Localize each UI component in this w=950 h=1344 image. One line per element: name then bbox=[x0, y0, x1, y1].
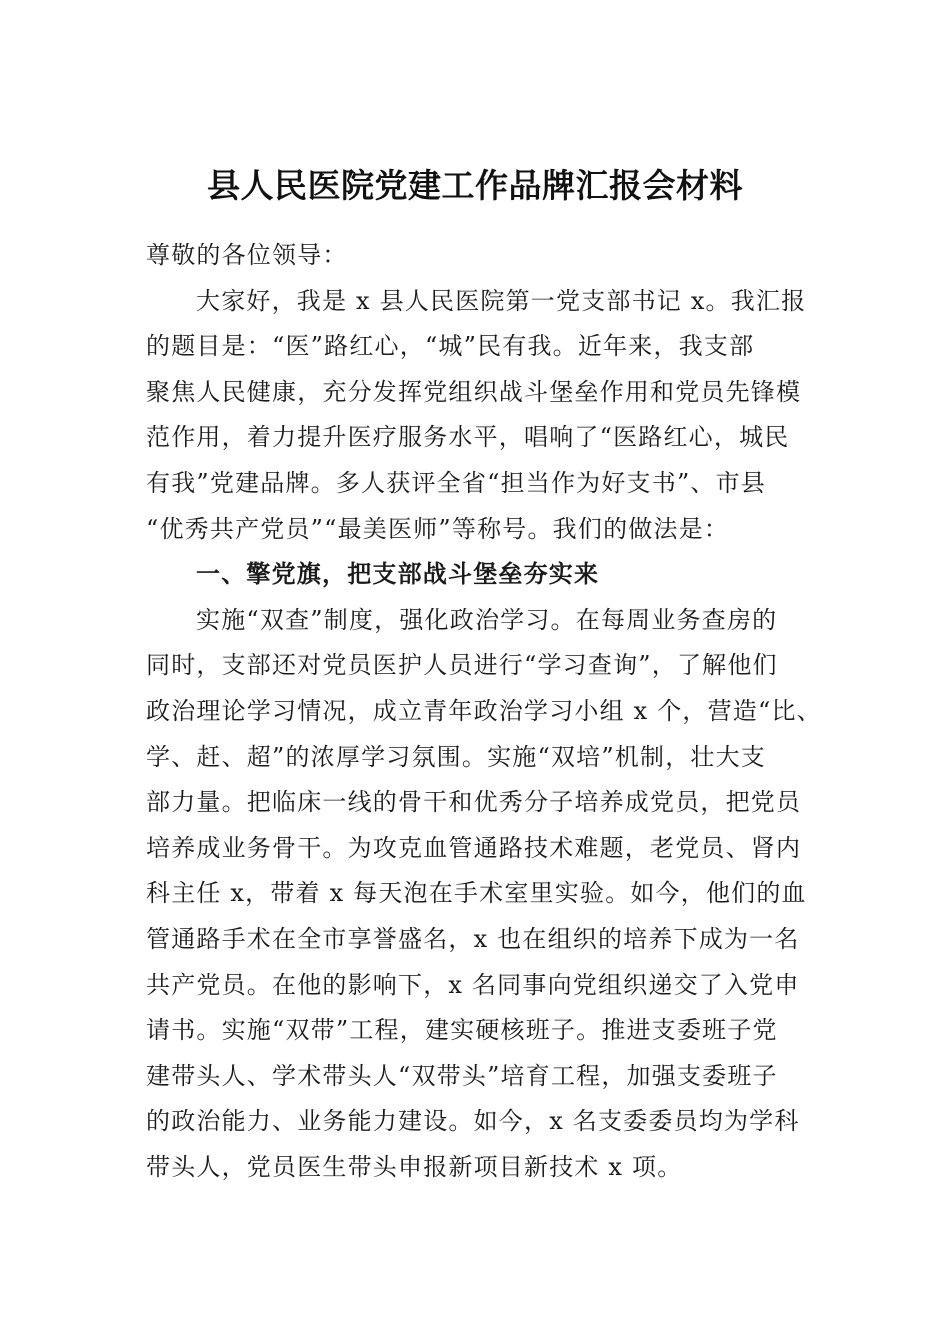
paragraph-line: “优秀共产党员”“最美医师”等称号。我们的做法是： bbox=[146, 514, 730, 543]
paragraph-line: 科主任 x，带着 x 每天泡在手术室里实验。如今，他们的血 bbox=[146, 879, 807, 908]
paragraph-line: 学、赶、超”的浓厚学习氛围。实施“双培”机制，壮大支 bbox=[146, 742, 767, 771]
paragraph-line: 有我”党建品牌。多人获评全省“担当作为好支书”、市县 bbox=[146, 468, 767, 497]
paragraph-line: 的政治能力、业务能力建设。如今，x 名支委委员均为学科 bbox=[146, 1107, 800, 1136]
paragraph-line: 实施“双查”制度，强化政治学习。在每周业务查房的 bbox=[196, 605, 778, 634]
paragraph-line: 建带头人、学术带头人“双带头”培育工程，加强支委班子 bbox=[146, 1061, 778, 1090]
paragraph-line: 大家好，我是 x 县人民医院第一党支部书记 x。我汇报 bbox=[196, 286, 807, 315]
paragraph-line: 共产党员。在他的影响下，x 名同事向党组织递交了入党申 bbox=[146, 970, 800, 999]
paragraph-line: 管通路手术在全市享誉盛名，x 也在组织的培养下成为一名 bbox=[146, 924, 800, 953]
document-title: 县人民医院党建工作品牌汇报会材料 bbox=[207, 166, 743, 205]
paragraph-line: 政治理论学习情况，成立青年政治学习小组 x 个，营造“比、 bbox=[146, 696, 822, 725]
paragraph-line: 带头人，党员医生带头申报新项目新技术 x 项。 bbox=[146, 1152, 683, 1181]
paragraph-line: 聚焦人民健康，充分发挥党组织战斗堡垒作用和党员先锋模 bbox=[146, 377, 802, 406]
paragraph-line: 的题目是：“医”路红心，“城”民有我。近年来，我支部 bbox=[146, 332, 755, 361]
paragraph-line: 范作用，着力提升医疗服务水平，唱响了“医路红心，城民 bbox=[146, 423, 790, 452]
paragraph-line: 同时，支部还对党员医护人员进行“学习查询”，了解他们 bbox=[146, 651, 778, 680]
paragraph-line: 培养成业务骨干。为攻克血管通路技术难题，老党员、肾内 bbox=[146, 833, 802, 862]
paragraph-line: 请书。实施“双带”工程，建实硬核班子。推进支委班子党 bbox=[146, 1016, 778, 1045]
salutation: 尊敬的各位领导： bbox=[146, 241, 348, 269]
section-heading: 一、擎党旗，把支部战斗堡垒夯实来 bbox=[196, 560, 600, 589]
paragraph-line: 部力量。把临床一线的骨干和优秀分子培养成党员，把党员 bbox=[146, 788, 802, 817]
document-body bbox=[146, 233, 836, 1190]
